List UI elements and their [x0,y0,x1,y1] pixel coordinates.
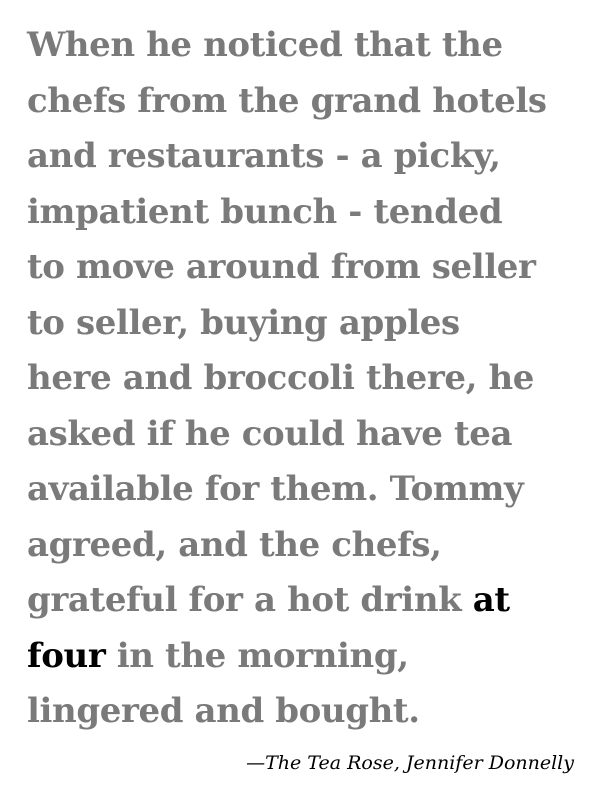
passage-line: available for them. Tommy [27,469,524,509]
highlighted-words: four [27,635,106,676]
passage-line: to seller, buying apples [27,302,460,343]
passage-line: asked if he could have tea [27,413,513,454]
highlighted-words: at [472,580,510,620]
passage-line [27,629,587,685]
passage-text: in the morning, [105,635,409,676]
passage-text: grateful for a hot drink [27,580,473,620]
passage-line: chefs from the grand hotels [27,80,547,121]
passage-line [27,573,587,629]
quote-passage [27,18,587,740]
passage-line: and restaurants - a picky, [27,136,501,176]
passage-line: to move around from seller [27,247,536,287]
passage-line: impatient bunch - tended [27,191,503,232]
passage-line: agreed, and the chefs, [27,524,442,565]
quote-attribution: —The Tea Rose, Jennifer Donnelly [246,752,574,774]
passage-line: When he noticed that the [27,25,503,65]
passage-line: here and broccoli there, he [27,358,535,398]
passage-line: lingered and bought. [27,691,420,731]
